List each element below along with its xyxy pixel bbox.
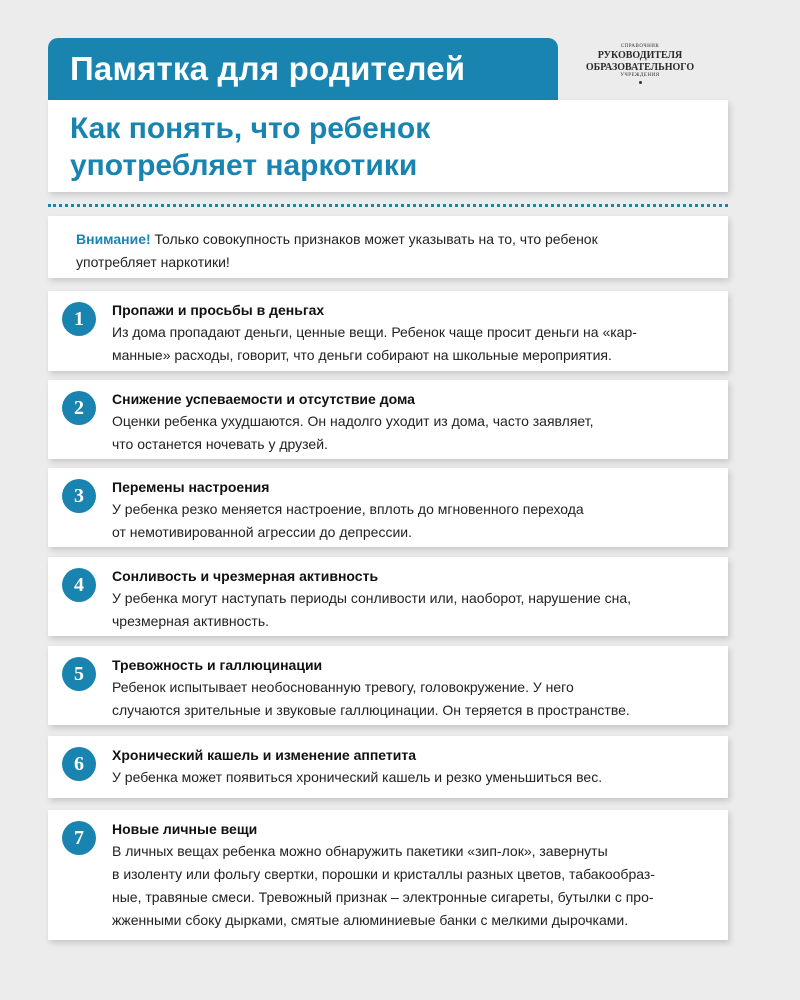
- sign-card-5: [48, 646, 728, 725]
- sign-title: Новые личные вещи: [112, 821, 258, 837]
- dotted-divider: [48, 204, 728, 207]
- sign-text-line: Из дома пропадают деньги, ценные вещи. Ребенок чаще просит деньги на «кар-: [112, 324, 637, 340]
- sign-title: Хронический кашель и изменение аппетита: [112, 747, 417, 763]
- sign-card-2: [48, 380, 728, 459]
- sign-text-line: жженными сбоку дырками, смятые алюминиевые банки с мелкими дырочками.: [112, 912, 629, 928]
- publisher-logo-top: СПРАВОЧНИК: [620, 44, 660, 49]
- sign-number-badge: 5: [62, 657, 96, 691]
- attention-note: [48, 216, 728, 278]
- page-banner-title: Памятка для родителей: [48, 38, 558, 100]
- publisher-logo-line1: РУКОВОДИТЕЛЯ: [597, 50, 683, 61]
- sign-number-badge: 1: [62, 302, 96, 336]
- sign-card-6: [48, 736, 728, 798]
- sign-card-7: [48, 810, 728, 940]
- sign-title: Тревожность и галлюцинации: [112, 657, 323, 673]
- sign-text-line: В личных вещах ребенка можно обнаружить пакетики «зип-лок», завернуты: [112, 843, 608, 859]
- sign-number-badge: 4: [62, 568, 96, 602]
- sign-text-line: У ребенка могут наступать периоды сонливости или, наоборот, нарушение сна,: [112, 590, 632, 606]
- sign-text-line: Оценки ребенка ухудшаются. Он надолго уходит из дома, часто заявляет,: [112, 413, 594, 429]
- sign-number-badge: 3: [62, 479, 96, 513]
- attention-text-1: Только совокупность признаков может указывать на то, что ребенок: [150, 231, 598, 247]
- sign-title: Сонливость и чрезмерная активность: [112, 568, 379, 584]
- subtitle-line-1: Как понять, что ребенок: [70, 112, 431, 145]
- sign-number-badge: 6: [62, 747, 96, 781]
- sign-number-badge: 2: [62, 391, 96, 425]
- attention-text-2: употребляет наркотики!: [76, 254, 230, 270]
- publisher-logo-dot: [639, 81, 642, 84]
- sign-text-line: случаются зрительные и звуковые галлюцинации. Он теряется в пространстве.: [112, 702, 630, 718]
- publisher-logo-line2: ОБРАЗОВАТЕЛЬНОГО: [585, 62, 695, 73]
- subtitle-line-2: употребляет наркотики: [70, 149, 418, 182]
- publisher-logo: [585, 44, 695, 84]
- sign-text-line: чрезмерная активность.: [112, 613, 270, 629]
- sign-title: Снижение успеваемости и отсутствие дома: [112, 391, 415, 407]
- sign-card-1: [48, 291, 728, 371]
- sign-title: Перемены настроения: [112, 479, 270, 495]
- sign-text-line: Ребенок испытывает необоснованную тревогу, головокружение. У него: [112, 679, 574, 695]
- sign-text-line: ные, травяные смеси. Тревожный признак – электронные сигареты, бутылки с про-: [112, 889, 654, 905]
- sign-text-line: от немотивированной агрессии до депрессии.: [112, 524, 412, 540]
- publisher-logo-bottom: УЧРЕЖДЕНИЯ: [620, 73, 660, 78]
- sign-card-4: [48, 557, 728, 636]
- sign-number-badge: 7: [62, 821, 96, 855]
- attention-label: Внимание!: [76, 231, 151, 247]
- sign-title: Пропажи и просьбы в деньгах: [112, 302, 325, 318]
- sign-text-line: У ребенка резко меняется настроение, вплоть до мгновенного перехода: [112, 501, 584, 517]
- sign-text-line: что останется ночевать у друзей.: [112, 436, 328, 452]
- subtitle-card: [48, 100, 728, 192]
- sign-text-line: манные» расходы, говорит, что деньги собирают на школьные мероприятия.: [112, 347, 612, 363]
- sign-card-3: [48, 468, 728, 547]
- sign-text-line: У ребенка может появиться хронический кашель и резко уменьшиться вес.: [112, 769, 603, 785]
- sign-text-line: в изоленту или фольгу свертки, порошки и кристаллы разных цветов, табакообраз-: [112, 866, 655, 882]
